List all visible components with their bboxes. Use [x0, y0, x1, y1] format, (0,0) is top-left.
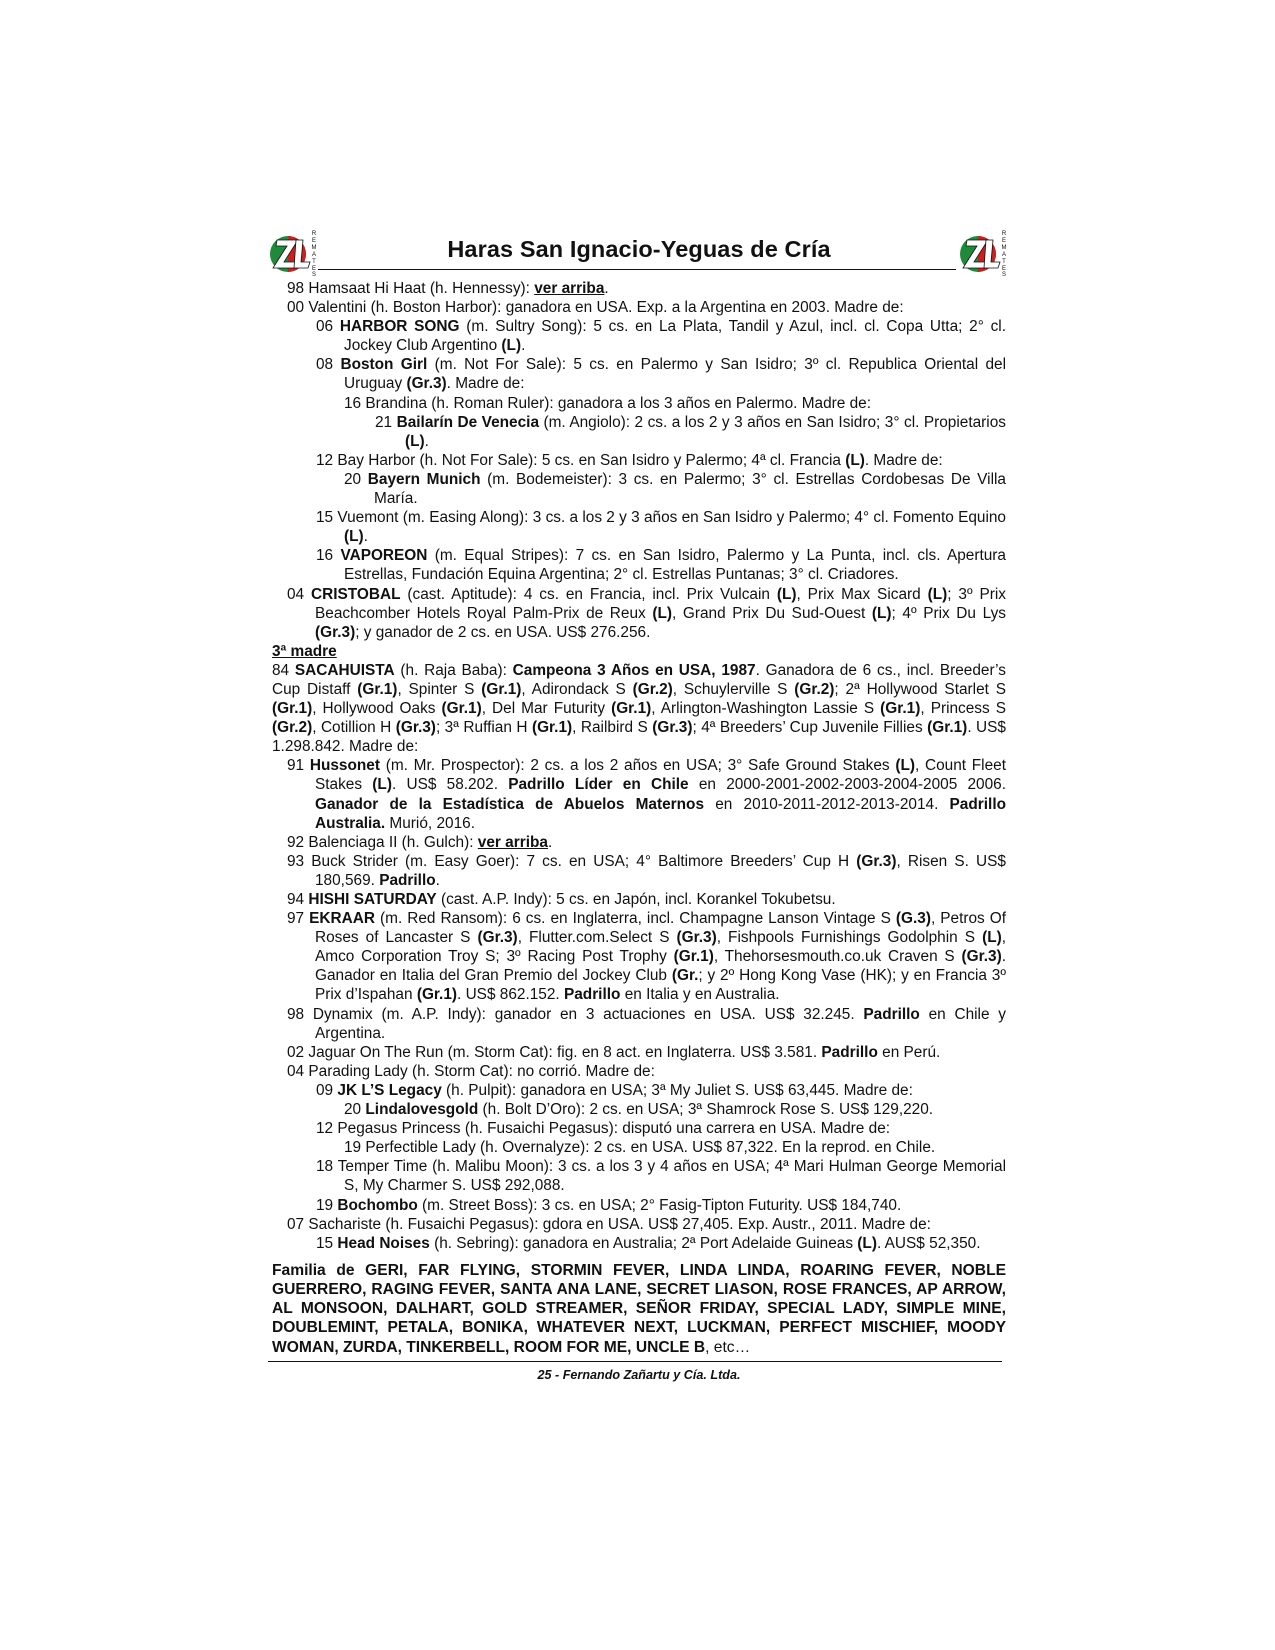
entry-year: 16	[316, 547, 341, 565]
entry-year: 93	[287, 852, 312, 870]
pedigree-entry	[272, 298, 1006, 317]
pedigree-entry	[272, 1215, 1006, 1234]
pedigree-body	[272, 279, 1006, 1385]
svg-text:T: T	[1002, 259, 1006, 265]
pedigree-entry	[272, 756, 1006, 832]
pedigree-entry	[272, 394, 1006, 413]
entry-text: CRISTOBAL (cast. Aptitude): 4 cs. en Francia, incl. Prix Vulcain (L), Prix Max Sicard (L); 3º Prix Beachcomber Hotels Royal Palm-Prix de Reux (L), Grand Prix Du Sud-Ouest (L); 4º Prix Du Lys (Gr.3); y ganador de 2 cs. en USA. US$ 276.256.	[311, 585, 1007, 641]
pedigree-entry	[272, 470, 1006, 508]
pedigree-entry	[272, 1119, 1006, 1138]
entry-year: 91	[287, 757, 310, 775]
svg-text:A: A	[311, 252, 317, 258]
entry-text: Temper Time (h. Malibu Moon): 3 cs. a los 3 y 4 años en USA; 4ª Mari Hulman George Memorial S, My Charmer S. US$ 292,088.	[337, 1158, 1006, 1195]
entry-year: 18	[316, 1158, 338, 1176]
page-header	[272, 225, 1007, 276]
entry-text: Hussonet (m. Mr. Prospector): 2 cs. a los 2 años en USA; 3° Safe Ground Stakes (L), Count Fleet Stakes (L). US$ 58.202. Padrillo Líder en Chile en 2000-2001-2002-2003-2004-2005 2006. Ganador de la Estadística de Abuelos Maternos en 2010-2011-2012-2013-2014. Padrillo Australia. Murió, 2016.	[309, 757, 1006, 832]
entry-text: SACAHUISTA (h. Raja Baba): Campeona 3 Años en USA, 1987. Ganadora de 6 cs., incl. Breeder’s Cup Distaff (Gr.1), Spinter S (Gr.1), Adirondack S (Gr.2), Schuylerville S (Gr.2); 2ª Hollywood Starlet S (Gr.1), Hollywood Oaks (Gr.1), Del Mar Futurity (Gr.1), Arlington-Washington Lassie S (Gr.1), Princess S (Gr.2), Cotillion H (Gr.3); 3ª Ruffian H (Gr.1), Railbird S (Gr.3); 4ª Breeders’ Cup Juvenile Fillies (Gr.1). US$ 1.298.842. Madre de:	[272, 661, 1007, 756]
entry-text: Boston Girl (m. Not For Sale): 5 cs. en Palermo y San Isidro; 3º cl. Republica Oriental del Uruguay (Gr.3). Madre de:	[340, 356, 1006, 393]
pedigree-entry	[272, 1081, 1006, 1100]
svg-text:A: A	[1001, 252, 1007, 258]
entry-text: HISHI SATURDAY (cast. A.P. Indy): 5 cs. en Japón, incl. Korankel Tokubetsu.	[308, 891, 836, 908]
entry-year: 12	[316, 451, 338, 469]
entry-year: 16	[344, 394, 366, 412]
entry-text: Head Noises (h. Sebring): ganadora en Australia; 2ª Port Adelaide Guineas (L). AUS$ 52,350.	[337, 1234, 981, 1252]
entry-year: 20	[344, 1101, 366, 1119]
entry-text: HARBOR SONG (m. Sultry Song): 5 cs. en La Plata, Tandil y Azul, incl. cl. Copa Utta; 2° cl. Jockey Club Argentino (L).	[339, 318, 1007, 355]
entry-year: 19	[316, 1196, 338, 1214]
pedigree-entry	[272, 1062, 1006, 1081]
pedigree-entry	[272, 317, 1006, 355]
entry-year: 97	[287, 910, 310, 928]
pedigree-entry	[272, 890, 1006, 909]
entry-year: 09	[316, 1081, 338, 1099]
second-dam-produce	[272, 279, 1006, 642]
entry-text: Dynamix (m. A.P. Indy): ganador en 3 actuaciones en USA. US$ 32.245. Padrillo en Chile y Argentina.	[312, 1005, 1006, 1042]
section-heading-third-dam: 3ª madre	[272, 642, 337, 660]
family-names: Familia de GERI, FAR FLYING, STORMIN FEVER, LINDA LINDA, ROARING FEVER, NOBLE GUERRERO, RAGING FEVER, SANTA ANA LANE, SECRET LIASON, ROSE FRANCES, AP ARROW, AL MONSOON, DALHART, GOLD STREAMER, SEÑOR FRIDAY, SPECIAL LADY, SIMPLE MINE, DOUBLEMINT, PETALA, BONIKA, WHATEVER NEXT, LUCKMAN, PERFECT MISCHIEF, MOODY WOMAN, ZURDA, TINKERBELL, ROOM FOR ME, UNCLE B	[272, 1261, 1006, 1356]
pedigree-entry	[272, 1138, 1006, 1157]
entry-year: 94	[287, 891, 309, 908]
pedigree-entry	[272, 451, 1006, 470]
zl-remates-logo	[958, 228, 1010, 276]
third-dam-produce	[272, 661, 1006, 1253]
pedigree-entry	[272, 1157, 1006, 1195]
entry-text: EKRAAR (m. Red Ransom): 6 cs. en Inglaterra, incl. Champagne Lanson Vintage S (G.3), Petros Of Roses of Lancaster S (Gr.3), Flutter.com.Select S (Gr.3), Fishpools Furnishings Godolphin S (L), Amco Corporation Troy S; 3º Racing Post Trophy (Gr.1), Thehorsesmouth.co.uk Craven S (Gr.3). Ganador en Italia del Gran Premio del Jockey Club (Gr.; y 2º Hong Kong Vase (HK); y en Francia 3º Prix d’Ispahan (Gr.1). US$ 862.152. Padrillo en Italia y en Australia.	[309, 910, 1007, 1004]
entry-text: Vuemont (m. Easing Along): 3 cs. a los 2 y 3 años en San Isidro y Palermo; 4° cl. Fomento Equino (L).	[337, 509, 1006, 546]
catalog-page	[272, 225, 1006, 1385]
svg-text:E: E	[311, 238, 317, 244]
family-tail: , etc…	[705, 1338, 751, 1356]
entry-text: Parading Lady (h. Storm Cat): no corrió. Madre de:	[308, 1062, 655, 1080]
entry-year: 84	[272, 661, 295, 679]
entry-year: 00	[287, 299, 309, 317]
entry-year: 19	[344, 1139, 366, 1157]
entry-text: Valentini (h. Boston Harbor): ganadora en USA. Exp. a la Argentina en 2003. Madre de:	[308, 299, 904, 317]
entry-text: VAPOREON (m. Equal Stripes): 7 cs. en San Isidro, Palermo y La Punta, incl. cls. Apertura Estrellas, Fundación Equina Argentina; 2° cl. Estrellas Puntanas; 3° cl. Criadores.	[340, 547, 1006, 584]
svg-text:E: E	[1001, 238, 1007, 244]
svg-text:E: E	[311, 266, 317, 272]
entry-year: 21	[375, 413, 397, 431]
svg-text:E: E	[1001, 266, 1007, 272]
svg-text:T: T	[312, 259, 316, 265]
svg-text:M: M	[1001, 245, 1007, 251]
entry-year: 92	[287, 833, 309, 851]
pedigree-entry	[272, 355, 1006, 393]
pedigree-entry	[272, 1100, 1006, 1119]
entry-year: 04	[287, 585, 312, 603]
entry-year: 04	[287, 1062, 309, 1080]
entry-text: Buck Strider (m. Easy Goer): 7 cs. en USA; 4° Baltimore Breeders’ Cup H (Gr.3), Risen S. US$ 180,569. Padrillo.	[311, 852, 1006, 889]
entry-text: Brandina (h. Roman Ruler): ganadora a los 3 años en Palermo. Madre de:	[365, 394, 872, 412]
pedigree-entry	[272, 508, 1006, 546]
pedigree-entry	[272, 585, 1006, 642]
entry-text: Balenciaga II (h. Gulch): ver arriba.	[308, 833, 553, 851]
pedigree-entry	[272, 546, 1006, 584]
pedigree-entry	[272, 833, 1006, 852]
svg-text:M: M	[311, 245, 317, 251]
pedigree-entry	[272, 661, 1006, 756]
pedigree-entry	[272, 909, 1006, 1004]
entry-text: Bayern Munich (m. Bodemeister): 3 cs. en Palermo; 3° cl. Estrellas Cordobesas De Villa María.	[367, 470, 1006, 508]
entry-year: 07	[287, 1215, 309, 1233]
footer-rule	[268, 1361, 1002, 1362]
pedigree-entry	[272, 1234, 1006, 1253]
svg-text:S: S	[1001, 272, 1007, 276]
entry-text: Perfectible Lady (h. Overnalyze): 2 cs. en USA. US$ 87,322. En la reprod. en Chile.	[365, 1139, 936, 1157]
entry-year: 08	[316, 356, 341, 374]
entry-year: 02	[287, 1043, 309, 1061]
pedigree-entry	[272, 1043, 1006, 1062]
entry-year: 15	[316, 1234, 338, 1252]
pedigree-entry	[272, 279, 1006, 298]
family-note	[272, 1261, 1006, 1357]
entry-text: JK L’S Legacy (h. Pulpit): ganadora en USA; 3ª My Juliet S. US$ 63,445. Madre de:	[337, 1081, 913, 1099]
svg-text:R: R	[1001, 231, 1007, 237]
pedigree-entry	[272, 1005, 1006, 1043]
entry-text: Lindalovesgold (h. Bolt D’Oro): 2 cs. en USA; 3ª Shamrock Rose S. US$ 129,220.	[365, 1101, 934, 1119]
entry-year: 06	[316, 318, 340, 336]
entry-text: Sachariste (h. Fusaichi Pegasus): gdora en USA. US$ 27,405. Exp. Austr., 2011. Madre de:	[308, 1215, 931, 1233]
entry-text: Bailarín De Venecia (m. Angiolo): 2 cs. a los 2 y 3 años en San Isidro; 3° cl. Propietarios (L).	[396, 413, 1006, 450]
entry-text: Pegasus Princess (h. Fusaichi Pegasus): disputó una carrera en USA. Madre de:	[337, 1120, 891, 1138]
page-title: Haras San Ignacio-Yeguas de Cría	[447, 236, 831, 262]
header-rule	[318, 269, 956, 270]
entry-year: 20	[344, 470, 368, 488]
page-footer: 25 - Fernando Zañartu y Cía. Ltda.	[537, 1367, 741, 1382]
entry-text: Hamsaat Hi Haat (h. Hennessy): ver arriba.	[308, 280, 609, 297]
entry-text: Bochombo (m. Street Boss): 3 cs. en USA; 2° Fasig-Tipton Futurity. US$ 184,740.	[337, 1196, 902, 1214]
entry-text: Jaguar On The Run (m. Storm Cat): fig. en 8 act. en Inglaterra. US$ 3.581. Padrillo en Perú.	[308, 1043, 941, 1061]
pedigree-entry	[272, 413, 1006, 451]
svg-text:S: S	[311, 272, 317, 276]
entry-year: 98	[287, 1005, 313, 1023]
pedigree-entry	[272, 1196, 1006, 1215]
pedigree-entry	[272, 852, 1006, 890]
entry-text: Bay Harbor (h. Not For Sale): 5 cs. en San Isidro y Palermo; 4ª cl. Francia (L). Madre de:	[337, 451, 943, 469]
entry-year: 15	[316, 509, 338, 527]
entry-year: 98	[287, 280, 309, 297]
entry-year: 12	[316, 1120, 338, 1138]
svg-text:R: R	[311, 231, 317, 237]
